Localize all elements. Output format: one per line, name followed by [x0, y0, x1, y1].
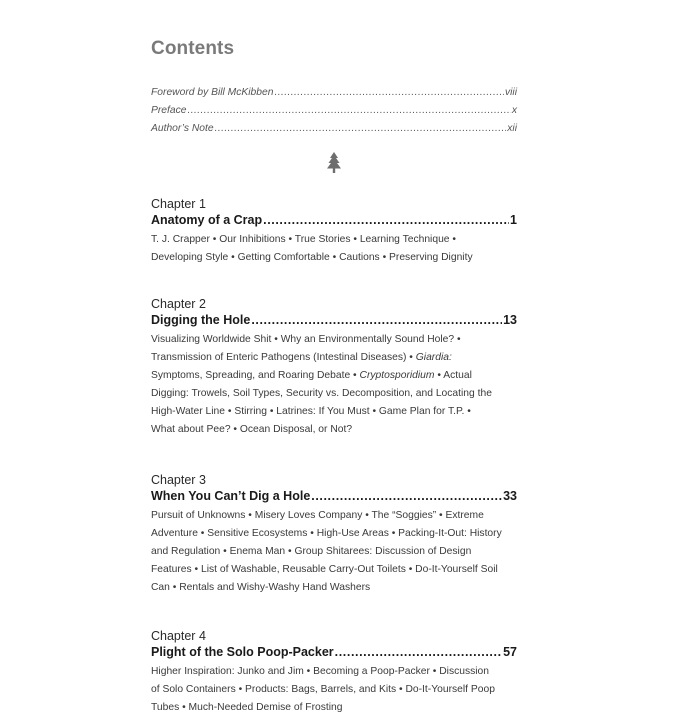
topic-line	[151, 561, 517, 579]
dot-leader	[215, 120, 507, 138]
dot-leader	[188, 102, 511, 120]
topic-line	[151, 525, 517, 543]
chapter-title: Digging the Hole	[151, 313, 251, 327]
topic-text: Transmission of Enteric Pathogens (Intestinal Diseases) •	[151, 352, 416, 363]
topic-line	[151, 331, 517, 349]
topic-text-italic: Giardia:	[415, 352, 452, 363]
topic-text: Symptoms, Spreading, and Roaring Debate •	[151, 370, 360, 381]
chapter-page-number: 13	[503, 313, 517, 327]
topic-text: T. J. Crapper • Our Inhibitions • True Stories • Learning Technique •	[151, 234, 456, 245]
topic-line	[151, 507, 517, 525]
chapter-topics	[151, 663, 517, 717]
topic-line	[151, 421, 517, 439]
front-matter-item	[151, 102, 517, 120]
chapter-topics	[151, 507, 517, 597]
topic-line	[151, 231, 517, 249]
topic-text: What about Pee? • Ocean Disposal, or Not?	[151, 424, 353, 435]
chapter-page-number: 57	[503, 645, 517, 659]
topic-text: Tubes • Much-Needed Demise of Frosting	[151, 702, 343, 713]
chapter-number: Chapter 3	[151, 473, 206, 487]
chapter-title: When You Can’t Dig a Hole	[151, 489, 311, 503]
topic-line	[151, 699, 517, 717]
dot-leader	[274, 84, 504, 102]
dot-leader	[263, 212, 509, 229]
chapter-number: Chapter 1	[151, 197, 206, 211]
topic-line	[151, 403, 517, 421]
front-matter-label: Preface	[151, 105, 187, 116]
chapter-title: Anatomy of a Crap	[151, 213, 263, 227]
chapter-title-row	[151, 488, 517, 505]
topic-line	[151, 385, 517, 403]
topic-line	[151, 367, 517, 385]
dot-leader	[335, 644, 502, 661]
dot-leader	[311, 488, 502, 505]
front-matter-page: xii	[507, 123, 517, 134]
page-title: Contents	[151, 38, 235, 59]
chapter-entry	[151, 197, 517, 267]
chapter-entry	[151, 297, 517, 439]
chapter-number: Chapter 2	[151, 297, 206, 311]
front-matter-page: x	[511, 105, 517, 116]
topic-text: Visualizing Worldwide Shit • Why an Environmentally Sound Hole? •	[151, 334, 461, 345]
chapter-entry	[151, 629, 517, 717]
front-matter-item	[151, 84, 517, 102]
topic-text: Developing Style • Getting Comfortable • Cautions • Preserving Dignity	[151, 252, 473, 263]
chapter-page-number: 33	[503, 489, 517, 503]
topic-text: Features • List of Washable, Reusable Carry-Out Toilets • Do-It-Yourself Soil	[151, 564, 498, 575]
chapter-entry	[151, 473, 517, 597]
contents-page	[151, 38, 517, 717]
topic-line	[151, 663, 517, 681]
topic-text-italic: Cryptosporidium	[359, 370, 435, 381]
topic-text: High-Water Line • Stirring • Latrines: If You Must • Game Plan for T.P. •	[151, 406, 471, 417]
topic-text: Adventure • Sensitive Ecosystems • High-Use Areas • Packing-It-Out: History	[151, 528, 502, 539]
front-matter-item	[151, 120, 517, 138]
front-matter-label: Foreword by Bill McKibben	[151, 87, 274, 98]
topic-line	[151, 681, 517, 699]
dot-leader	[251, 312, 502, 329]
chapter-title-row	[151, 644, 517, 661]
chapter-title-row	[151, 212, 517, 229]
topic-text: • Actual	[434, 370, 472, 381]
topic-text: of Solo Containers • Products: Bags, Barrels, and Kits • Do-It-Yourself Poop	[151, 684, 495, 695]
chapter-number: Chapter 4	[151, 629, 206, 643]
pine-tree-icon	[326, 151, 342, 175]
topic-text: and Regulation • Enema Man • Group Shitarees: Discussion of Design	[151, 546, 472, 557]
topic-line	[151, 349, 517, 367]
chapter-title: Plight of the Solo Poop-Packer	[151, 645, 334, 659]
topic-text: Higher Inspiration: Junko and Jim • Becoming a Poop-Packer • Discussion	[151, 666, 490, 677]
front-matter-page: viii	[504, 87, 517, 98]
front-matter-list	[151, 84, 517, 138]
topic-text: Can • Rentals and Wishy-Washy Hand Washers	[151, 582, 371, 593]
chapter-title-row	[151, 312, 517, 329]
topic-line	[151, 249, 517, 267]
front-matter-label: Author’s Note	[151, 123, 214, 134]
topic-line	[151, 543, 517, 561]
topic-text: Pursuit of Unknowns • Misery Loves Company • The “Soggies” • Extreme	[151, 510, 484, 521]
chapter-page-number: 1	[510, 213, 517, 227]
topic-line	[151, 579, 517, 597]
chapter-list	[151, 197, 517, 717]
chapter-topics	[151, 231, 517, 267]
ornament	[151, 151, 517, 175]
chapter-topics	[151, 331, 517, 439]
topic-text: Digging: Trowels, Soil Types, Security vs. Decomposition, and Locating the	[151, 388, 492, 399]
